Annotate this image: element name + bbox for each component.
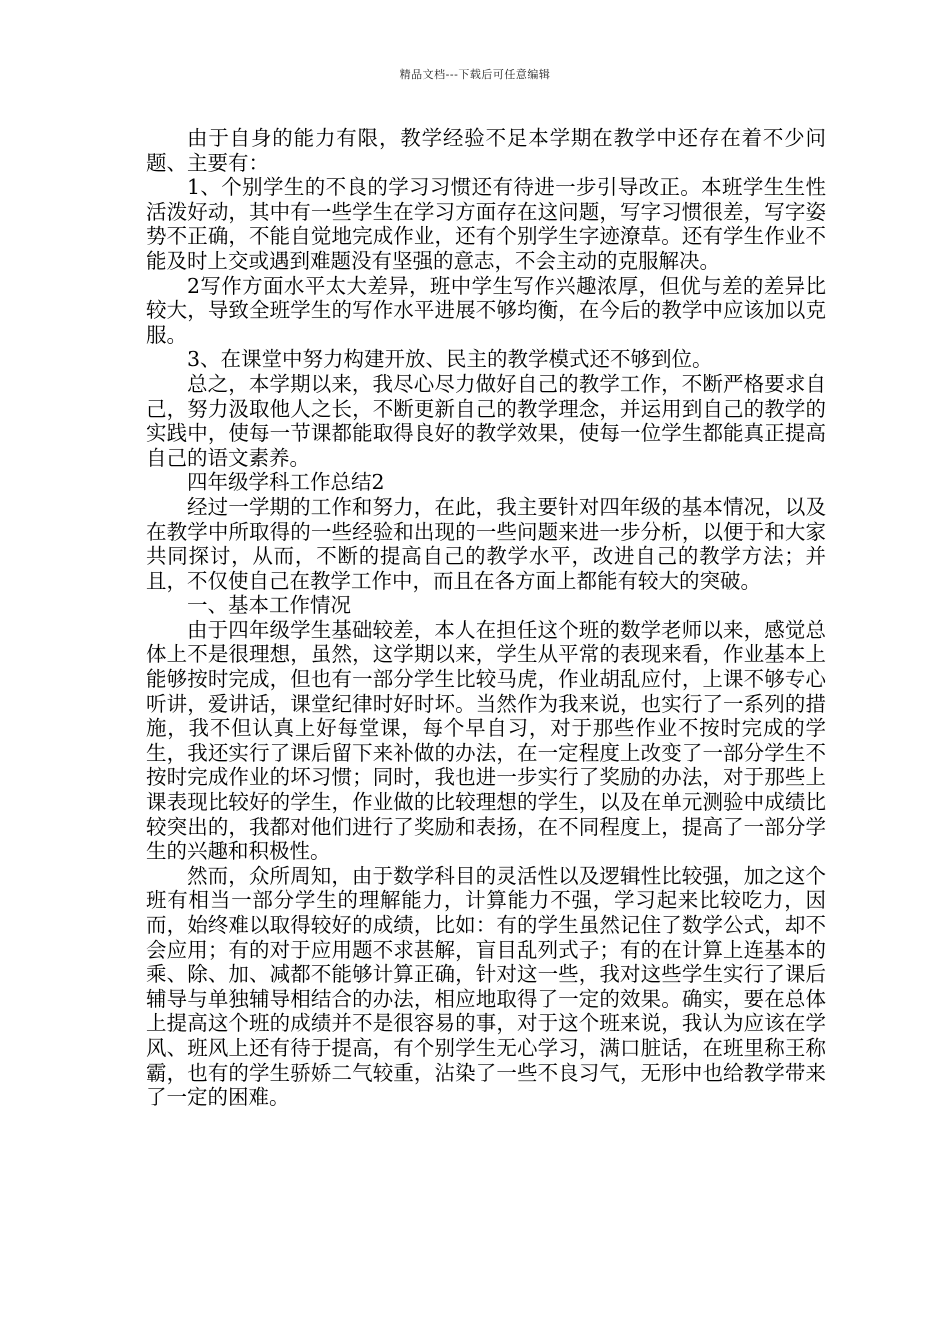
document-body	[146, 126, 826, 1110]
section-heading: 一、基本工作情况	[187, 593, 351, 618]
section-title: 四年级学科工作总结2	[187, 470, 385, 495]
paragraph: 总之，本学期以来，我尽心尽力做好自己的教学工作，不断严格要求自己，努力汲取他人之长，不断更新自己的教学理念，并运用到自己的教学的实践中，使每一节课都能取得良好的教学效果，使每一位学生都能真正提高自己的语文素养。	[146, 371, 826, 470]
paragraph: 经过一学期的工作和努力，在此，我主要针对四年级的基本情况，以及在教学中所取得的一些经验和出现的一些问题来进一步分析，以便于和大家共同探讨，从而，不断的提高自己的教学水平，改进自己的教学方法；并且，不仅使自己在教学工作中，而且在各方面上都能有较大的突破。	[146, 494, 826, 593]
paragraph: 2写作方面水平太大差异，班中学生写作兴趣浓厚，但优与差的差异比较大，导致全班学生的写作水平进展不够均衡，在今后的教学中应该加以克服。	[146, 273, 826, 347]
paragraph: 1、个别学生的不良的学习习惯还有待进一步引导改正。本班学生生性活泼好动，其中有一些学生在学习方面存在这问题，写字习惯很差，写字姿势不正确，不能自觉地完成作业，还有个别学生字迹潦草。还有学生作业不能及时上交或遇到难题没有坚强的意志，不会主动的克服解决。	[146, 175, 826, 273]
paragraph: 然而，众所周知，由于数学科目的灵活性以及逻辑性比较强，加之这个班有相当一部分学生的理解能力，计算能力不强，学习起来比较吃力，因而，始终难以取得较好的成绩，比如：有的学生虽然记住了数学公式，却不会应用；有的对于应用题不求甚解，盲目乱列式子；有的在计算上连基本的乘、除、加、减都不能够计算正确，针对这一些，我对这些学生实行了课后辅导与单独辅导相结合的办法，相应地取得了一定的效果。确实，要在总体上提高这个班的成绩并不是很容易的事，对于这个班来说，我认为应该在学风、班风上还有待于提高，有个别学生无心学习，满口脏话，在班里称王称霸，也有的学生骄娇二气较重，沾染了一些不良习气，无形中也给教学带来了一定的困难。	[146, 863, 826, 1110]
paragraph: 3、在课堂中努力构建开放、民主的教学模式还不够到位。	[187, 347, 713, 372]
paragraph: 由于自身的能力有限，教学经验不足本学期在教学中还存在着不少问题、主要有：	[146, 126, 826, 175]
page-header: 精品文档---下载后可任意编辑	[399, 68, 551, 81]
paragraph: 由于四年级学生基础较差，本人在担任这个班的数学老师以来，感觉总体上不是很理想，虽然，这学期以来，学生从平常的表现来看，作业基本上能够按时完成，但也有一部分学生比较马虎，作业胡乱应付，上课不够专心听讲，爱讲话，课堂纪律时好时坏。当然作为我来说，也实行了一系列的措施，我不但认真上好每堂课，每个早自习，对于那些作业不按时完成的学生，我还实行了课后留下来补做的办法，在一定程度上改变了一部分学生不按时完成作业的坏习惯；同时，我也进一步实行了奖励的办法，对于那些上课表现比较好的学生，作业做的比较理想的学生，以及在单元测验中成绩比较突出的，我都对他们进行了奖励和表扬，在不同程度上，提高了一部分学生的兴趣和积极性。	[146, 617, 826, 864]
